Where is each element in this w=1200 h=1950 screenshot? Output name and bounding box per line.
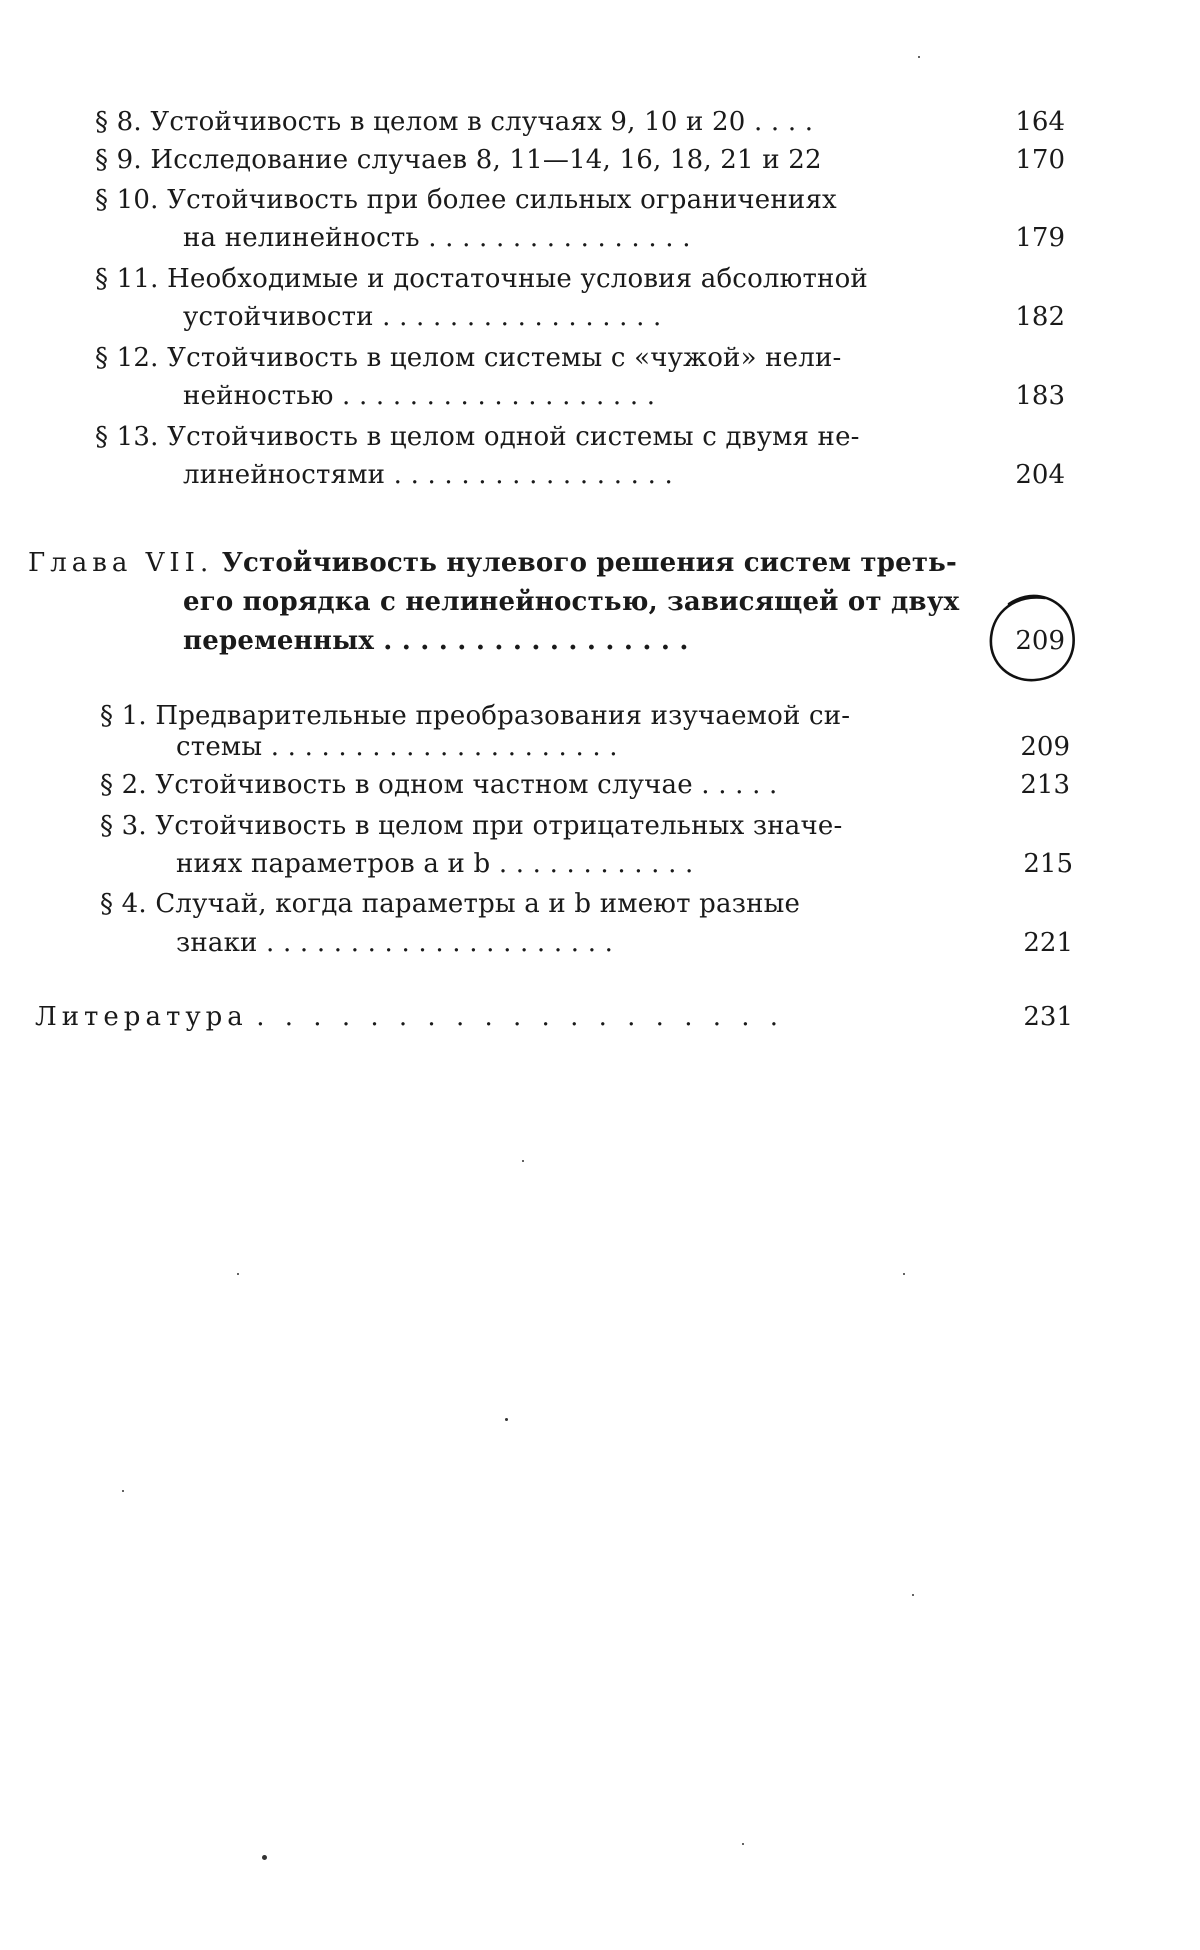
page-number: 182	[1015, 302, 1065, 332]
page-number: 231	[1023, 1002, 1073, 1032]
literature-line	[35, 1000, 784, 1034]
toc-entry-ch7-4[interactable]	[100, 887, 800, 921]
section-number: § 13.	[95, 422, 159, 452]
section-title: Устойчивость в одном частном случае . . . . .	[155, 770, 778, 800]
toc-entry-8[interactable]	[95, 105, 813, 139]
section-title-continuation: ниях параметров a и b . . . . . . . . . . . .	[176, 849, 694, 879]
toc-entry-ch7-3[interactable]	[100, 809, 842, 843]
toc-entry-13[interactable]	[95, 420, 860, 454]
scan-speck	[918, 56, 920, 58]
section-number: § 1.	[100, 701, 147, 731]
scan-speck	[522, 1160, 524, 1162]
toc-entry-ch7-1[interactable]	[100, 699, 850, 733]
section-number: § 4.	[100, 889, 147, 919]
section-number: § 9.	[95, 145, 142, 175]
chapter-title-continuation: его порядка с нелинейностью, зависящей от двух	[183, 587, 960, 617]
toc-entry-ch7-2[interactable]	[100, 768, 777, 802]
scan-speck	[122, 1490, 124, 1492]
section-title-continuation: стемы . . . . . . . . . . . . . . . . . . . . .	[176, 732, 618, 762]
toc-entry-10[interactable]	[95, 183, 837, 217]
scan-speck	[903, 1273, 905, 1275]
scan-speck	[912, 1594, 914, 1596]
chapter-label: Глава VII.	[28, 548, 214, 578]
leader-dots: . . . . . . . . . . . . . . . . . . .	[256, 1002, 785, 1032]
toc-entry-12[interactable]	[95, 341, 842, 375]
page-number: 164	[1015, 107, 1065, 137]
page-number: 204	[1015, 460, 1065, 490]
scan-speck	[742, 1843, 744, 1845]
page-number: 179	[1015, 223, 1065, 253]
section-title: Устойчивость в целом системы с «чужой» нели-	[167, 343, 842, 373]
section-title: Устойчивость в целом в случаях 9, 10 и 20 . . . .	[150, 107, 814, 137]
section-title-continuation: линейностями . . . . . . . . . . . . . . . . .	[183, 460, 673, 490]
section-number: § 2.	[100, 770, 147, 800]
page-number: 213	[1020, 770, 1070, 800]
scan-speck	[237, 1273, 239, 1275]
section-title: Необходимые и достаточные условия абсолютной	[167, 264, 868, 294]
page-number: 221	[1023, 928, 1073, 958]
toc-entry-11[interactable]	[95, 262, 868, 296]
section-title: Случай, когда параметры a и b имеют разные	[155, 889, 801, 919]
section-title: Устойчивость в целом одной системы с двумя не-	[167, 422, 860, 452]
literature-label: Литература	[35, 1002, 248, 1032]
chapter-entry-7[interactable]	[28, 546, 957, 580]
section-title-continuation: нейностью . . . . . . . . . . . . . . . . . . .	[183, 381, 656, 411]
page-number: 170	[1015, 145, 1065, 175]
section-title: Устойчивость при более сильных ограничениях	[167, 185, 837, 215]
scan-speck	[505, 1418, 508, 1421]
toc-entry-9[interactable]	[95, 143, 822, 177]
page-number: 215	[1023, 849, 1073, 879]
section-title-continuation: знаки . . . . . . . . . . . . . . . . . . . . .	[176, 928, 614, 958]
chapter-title: Устойчивость нулевого решения систем треть-	[221, 548, 957, 578]
section-number: § 12.	[95, 343, 159, 373]
page-number: 183	[1015, 381, 1065, 411]
section-title: Исследование случаев 8, 11—14, 16, 18, 21 и 22	[150, 145, 822, 175]
section-title-continuation: устойчивости . . . . . . . . . . . . . . . . .	[183, 302, 662, 332]
section-number: § 3.	[100, 811, 147, 841]
section-number: § 10.	[95, 185, 159, 215]
section-number: § 8.	[95, 107, 142, 137]
section-title: Предварительные преобразования изучаемой си-	[155, 701, 851, 731]
handwritten-circle-icon	[985, 590, 1081, 686]
page-number: 209	[1015, 626, 1065, 656]
scan-speck	[262, 1855, 267, 1860]
section-title-continuation: на нелинейность . . . . . . . . . . . . . . . .	[183, 223, 691, 253]
section-title: Устойчивость в целом при отрицательных значе-	[155, 811, 843, 841]
chapter-title-continuation: переменных . . . . . . . . . . . . . . . . .	[183, 626, 689, 656]
page-number: 209	[1020, 732, 1070, 762]
section-number: § 11.	[95, 264, 159, 294]
